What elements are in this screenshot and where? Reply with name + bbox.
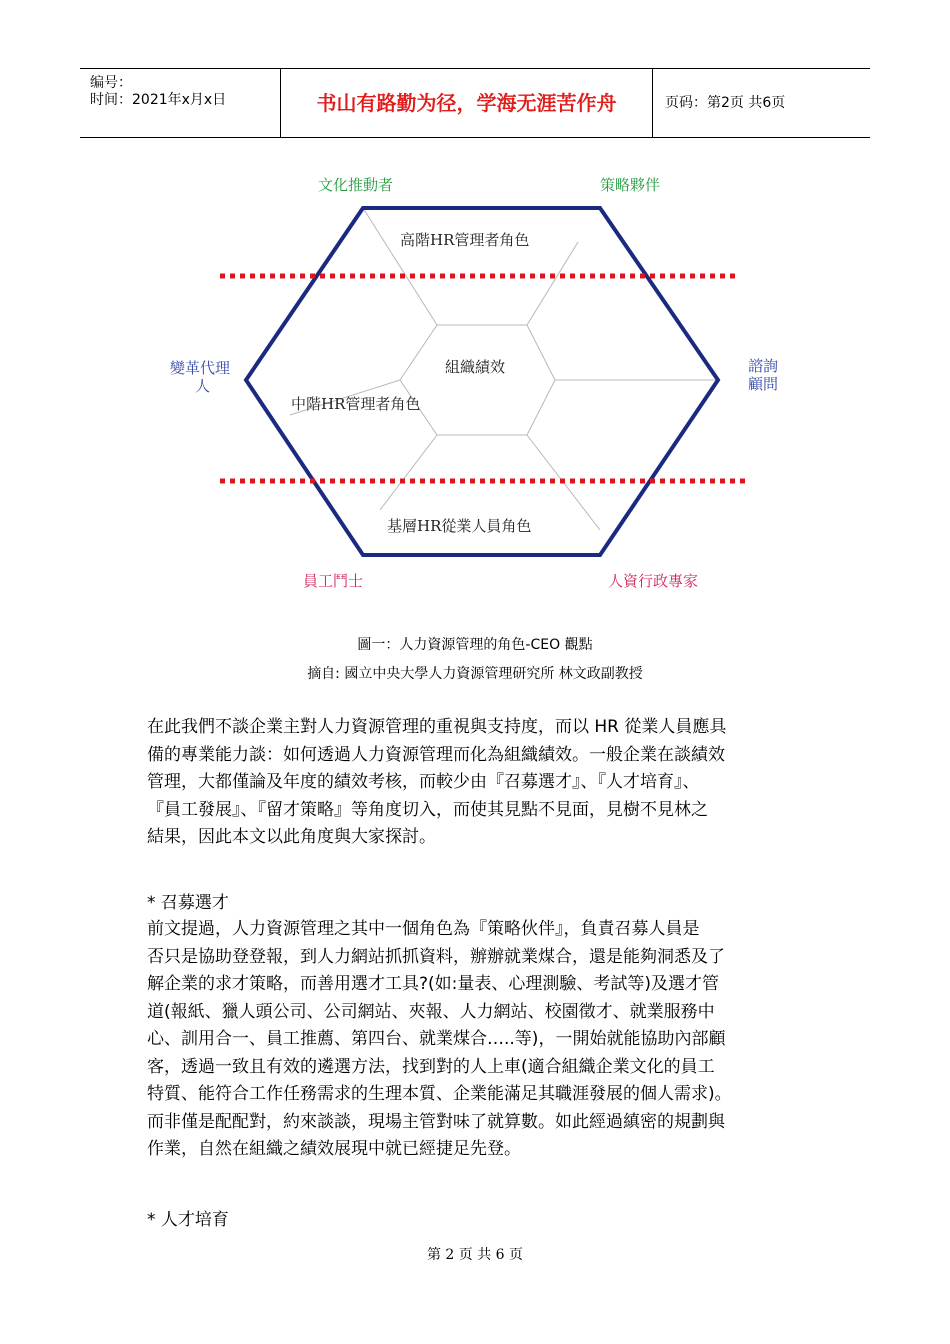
- paragraph-line: 在此我們不談企業主對人力資源管理的重視與支持度，而以 HR 從業人員應具: [147, 717, 727, 737]
- header-info-cell: [80, 69, 281, 137]
- paragraph-line: 特質、能符合工作任務需求的生理本質、企業能滿足其職涯發展的個人需求)。: [147, 1084, 732, 1104]
- label-basic-hr-role: 基層HR從業人員角色: [387, 517, 532, 535]
- paragraph-line: 而非僅是配配對，約來談談，現場主管對味了就算數。如此經過縝密的規劃與: [147, 1111, 725, 1132]
- hr-roles-diagram: [150, 160, 800, 610]
- label-middle-hr-role: 中階HR管理者角色: [291, 395, 421, 413]
- section-heading-recruitment: * 召募選才: [147, 893, 229, 913]
- intro-paragraph: [147, 714, 807, 852]
- label-change-agent-line2: 人: [195, 377, 211, 395]
- outer-hexagon: [246, 208, 718, 555]
- inner-hexagon: [400, 325, 555, 435]
- paragraph-line: 結果，因此本文以此角度與大家探討。: [147, 827, 436, 847]
- label-admin-expert: 人資行政專家: [608, 572, 699, 590]
- label-organization-performance: 組織績效: [445, 358, 506, 376]
- label-culture-promoter: 文化推動者: [318, 176, 394, 194]
- label-consultant: 諮詢: [748, 357, 779, 375]
- paragraph-line: 前文提過，人力資源管理之其中一個角色為『策略伙伴』，負責召募人員是: [147, 919, 700, 939]
- paragraph-line: 管理，大都僅論及年度的績效考核，而較少由『召募選才』、『人才培育』、: [147, 772, 700, 792]
- page-footer: 第 2 页 共 6 页: [426, 1247, 524, 1263]
- label-senior-hr-role: 高階HR管理者角色: [400, 231, 530, 249]
- header-page-cell: [653, 69, 870, 137]
- recruitment-paragraph: [147, 916, 807, 1164]
- page-header: [80, 68, 870, 138]
- paragraph-line: 『員工發展』、『留才策略』等角度切入，而使其見點不見面，見樹不見林之: [147, 799, 708, 820]
- label-change-agent: 變革代理: [170, 359, 231, 377]
- header-page-info: 页码：第2页 共6页: [665, 95, 786, 111]
- paragraph-line: 道(報紙、獵人頭公司、公司網站、夾報、人力網站、校園徵才、就業服務中: [147, 1001, 715, 1022]
- paragraph-line: 心、訓用合一、員工推薦、第四台、就業煤合…..等)，一開始就能協助內部顧: [147, 1029, 726, 1049]
- document-date: 时间：2021年x月x日: [90, 92, 227, 108]
- hexagon-graphic: [150, 160, 800, 610]
- paragraph-line: 作業，自然在組織之績效展現中就已經捷足先登。: [147, 1139, 521, 1159]
- figure-source: 摘自: 國立中央大學人力資源管理研究所 林文政副教授: [307, 666, 643, 682]
- paragraph-line: 解企業的求才策略，而善用選才工具?(如:量表、心理測驗、考試等)及選才管: [147, 974, 720, 994]
- label-employee-champion: 員工鬥士: [303, 572, 364, 590]
- section-heading-talent: * 人才培育: [147, 1210, 229, 1230]
- header-motto-cell: [281, 69, 653, 137]
- paragraph-line: 否只是協助登登報，到人力網站抓抓資料，辦辦就業煤合，還是能夠洞悉及了: [147, 946, 725, 967]
- paragraph-line: 備的專業能力談：如何透過人力資源管理而化為組織績效。一般企業在談績效: [147, 744, 725, 765]
- paragraph-line: 客，透過一致且有效的遴選方法，找到對的人上車(適合組織企業文化的員工: [147, 1056, 715, 1077]
- figure-caption: 圖一：人力資源管理的角色-CEO 觀點: [357, 637, 593, 653]
- label-strategic-partner: 策略夥伴: [600, 176, 661, 194]
- header-motto: 书山有路勤为径，学海无涯苦作舟: [316, 91, 617, 115]
- label-consultant-line2: 顧問: [748, 375, 779, 393]
- document-number-label: 编号：: [90, 75, 132, 91]
